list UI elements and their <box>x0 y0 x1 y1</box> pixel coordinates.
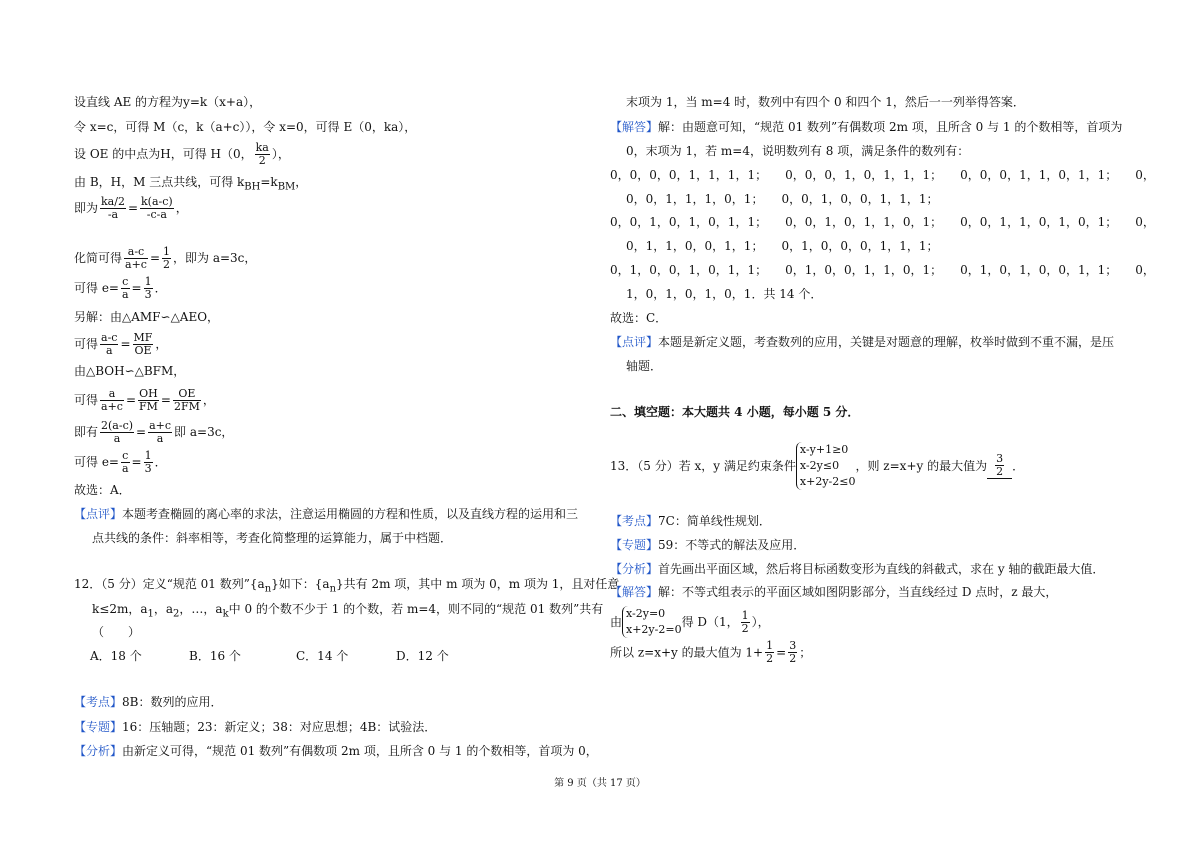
seq-line-2: 0，0，1，1，1，0，1； 0，0，1，0，0，1，1，1； <box>626 192 939 206</box>
line-11: 可得 $\frac{a}{a+c}$ = $\frac{OH}{FM}$ = $\frac{OE}{2FM}$ ， <box>74 387 215 413</box>
option-c: C．14 个 <box>296 649 349 663</box>
r-guxuan: 故选：C． <box>610 311 668 325</box>
page-footer: 第 9 页（共 17 页） <box>554 778 646 789</box>
line-14: 故选：A． <box>74 483 131 497</box>
seq-line-3: 0，0，1，0，1，0，1，1； 0，0，1，0，1，1，0，1； 0，0，1，1，0，1，0，1； 0， <box>610 215 1155 229</box>
line-1: 设直线 AE 的方程为y=k（x+a）， <box>74 95 262 109</box>
section-heading: 二、填空题：本大题共 4 小题，每小题 5 分． <box>610 405 860 419</box>
q12-kaodian: 【考点】8B：数列的应用． <box>74 695 223 709</box>
line-10: 由△BOH∽△BFM， <box>74 364 186 378</box>
q13-system-line: 由 x-2y=0 x+2y-2=0 得 D（1， $\frac{1}{2}$ ）， <box>610 607 770 636</box>
q13-line: 13．（5 分）若 x，y 满足约束条件 x-y+1≥0 x-2y≤0 x+2y-2≤0 ，则 z=x+y 的最大值为 $\frac{3}{2}$ ． <box>610 443 1025 488</box>
line-9: 可得 $\frac{a-c}{a}$ = $\frac{MF}{OE}$ ， <box>74 331 168 357</box>
r-jieda-2: 0，末项为 1，若 m=4，说明数列有 8 项，满足条件的数列有： <box>626 144 970 158</box>
line-7: 可得 e= $\frac{c}{a}$ = $\frac{1}{3}$ ． <box>74 275 167 301</box>
option-d: D．12 个 <box>396 649 449 663</box>
r-line-1: 末项为 1，当 m=4 时，数列中有四个 0 和四个 1，然后一一列举得答案． <box>626 95 1025 109</box>
seq-line-5: 0，1，0，0，1，0，1，1； 0，1，0，0，1，1，0，1； 0，1，0，1，0，0，1，1； 0， <box>610 263 1155 277</box>
seq-line-4: 0，1，1，0，0，1，1； 0，1，0，0，0，1，1，1； <box>626 239 939 253</box>
q12-line-3: （ ） <box>92 625 141 639</box>
q13-fenxi: 【分析】首先画出平面区域，然后将目标函数变形为直线的斜截式，求在 y 轴的截距最大值． <box>610 562 1105 576</box>
r-dianping-2: 轴题． <box>626 359 663 373</box>
review-line-2: 点共线的条件：斜率相等，考查化简整理的运算能力，属于中档题． <box>92 531 453 545</box>
review-line-1: 【点评】本题考查椭圆的离心率的求法，注意运用椭圆的方程和性质，以及直线方程的运用和三 <box>74 507 579 521</box>
option-a: A．18 个 <box>90 649 142 663</box>
q12-line-1: 12．（5 分）定义“规范 01 数列$”\{a_n\}$如下：$\{a_n\}$共有 2m 项，其中 m 项为 0，m 项为 1，且对任意 <box>74 577 620 595</box>
line-6: 化简可得 $\frac{a-c}{a+c}$ = $\frac{1}{2}$ ，即为 a=3c， <box>74 245 257 271</box>
line-13: 可得 e= $\frac{c}{a}$ = $\frac{1}{3}$ ． <box>74 449 167 475</box>
line-5: 即为 $\frac{ka/2}{-a}$ = $\frac{k(a-c)}{-c-a}$ ， <box>74 195 188 221</box>
q13-jieda: 【解答】解：不等式组表示的平面区域如图阴影部分，当直线经过 D 点时，z 最大， <box>610 585 1058 599</box>
q13-kaodian: 【考点】7C：简单线性规划． <box>610 514 771 528</box>
review-tag: 【点评】 <box>74 507 123 521</box>
line-4: 由 B，H，M 三点共线，可得 $k_{BH}=k_{BM}$， <box>74 175 308 193</box>
r-dianping-1: 【点评】本题是新定义题，考查数列的应用，关键是对题意的理解，枚举时做到不重不漏，是压 <box>610 335 1115 349</box>
line-12: 即有 $\frac{2(a-c)}{a}$ = $\frac{a+c}{a}$ 即 a=3c， <box>74 419 234 445</box>
option-b: B．16 个 <box>189 649 241 663</box>
q12-fenxi: 【分析】由新定义可得，“规范 01 数列”有偶数项 2m 项，且所含 0 与 1 的个数相等，首项为 0， <box>74 744 598 758</box>
seq-line-1: 0，0，0，0，1，1，1，1； 0，0，0，1，0，1，1，1； 0，0，0，1，1，0，1，1； 0， <box>610 168 1155 182</box>
line-3: 设 OE 的中点为H，可得 H（0， $\frac{ka}{2}$ ）， <box>74 141 290 167</box>
q13-last-line: 所以 z=x+y 的最大值为 1+ $\frac{1}{2}$ = $\frac{3}{2}$ ； <box>610 639 812 665</box>
q13-constraints: x-y+1≥0 x-2y≤0 x+2y-2≤0 <box>796 442 856 490</box>
r-jieda-1: 【解答】解：由题意可知，“规范 01 数列”有偶数项 2m 项，且所含 0 与 1 的个数相等，首项为 <box>610 120 1123 134</box>
q13-zhuanti: 【专题】59：不等式的解法及应用． <box>610 538 806 552</box>
q12-line-2: k≤2m，$a_1$，$a_2$，…，$a_k$中 0 的个数不少于 1 的个数，若 m=4，则不同的“规范 01 数列”共有 <box>92 602 604 620</box>
q12-zhuanti: 【专题】16：压轴题；23：新定义；38：对应思想；4B：试验法． <box>74 720 437 734</box>
line-2: 令 x=c，可得 M（c，k（a+c）），令 x=0，可得 E（0，ka）， <box>74 120 417 134</box>
seq-line-6: 1，0，1，0，1，0，1．共 14 个． <box>626 287 823 301</box>
line-8: 另解：由△AMF∽△AEO， <box>74 310 220 324</box>
